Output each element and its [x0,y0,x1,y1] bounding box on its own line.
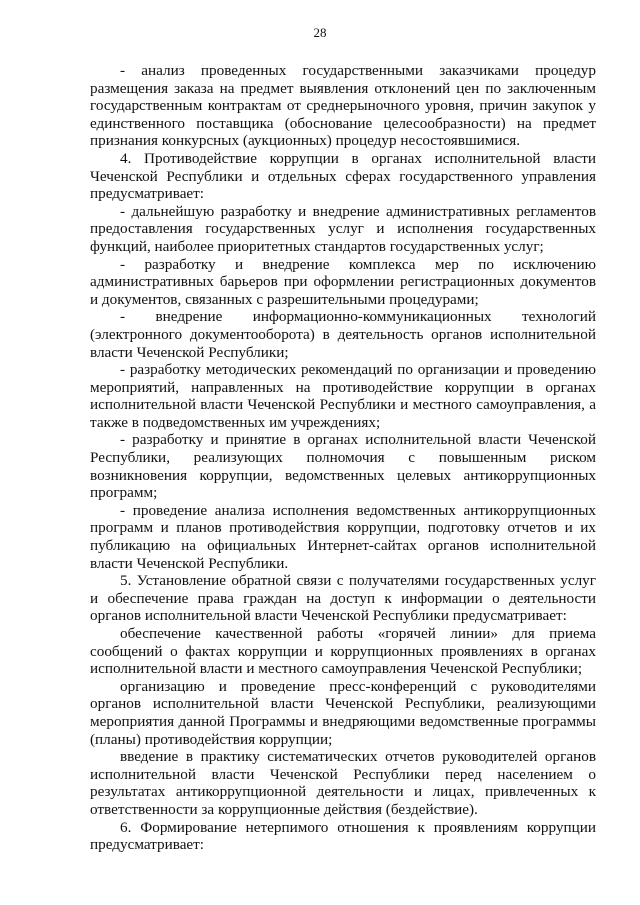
paragraph-reports: введение в практику систематических отчетов руководителей органов исполнительной власти Чеченской Республики перед населением о результатах антикоррупционной деятельности и лицах, привлеченных к ответственности за коррупционные действия (бездействие). [90,748,596,818]
document-body [90,62,596,854]
paragraph-section-5-heading: 5. Установление обратной связи с получателями государственных услуг и обеспечение права граждан на доступ к информации о деятельности органов исполнительной власти Чеченской Республики предусматривает: [90,572,596,625]
paragraph-hotline: обеспечение качественной работы «горячей линии» для приема сообщений о фактах коррупции и коррупционных проявлениях в органах исполнительной власти и местного самоуправления Чеченской Республики; [90,625,596,678]
paragraph-section-4-heading: 4. Противодействие коррупции в органах исполнительной власти Чеченской Республики и отдельных сферах государственного управления предусматривает: [90,149,596,203]
page-number: 28 [313,25,327,40]
paragraph-section-6-heading: 6. Формирование нетерпимого отношения к проявлениям коррупции предусматривает: [90,818,596,854]
paragraph-admin-barriers: - разработку и внедрение комплекса мер по исключению административных барьеров при оформлении регистрационных документов и документов, связанных с разрешительными процедурами; [90,255,596,308]
paragraph-press-conferences: организацию и проведение пресс-конференций с руководителями органов исполнительной власти Чеченской Республики, реализующими мероприятия данной Программы и внедряющими ведомственные программы (планы) противодействия коррупции; [90,677,596,748]
paragraph-program-analysis: - проведение анализа исполнения ведомственных антикоррупционных программ и планов противодействия коррупции, подготовку отчетов и их публикацию на официальных Интернет-сайтах органов исполнительной власти Чеченской Республики. [90,501,596,572]
paragraph-ict-implementation: - внедрение информационно-коммуникационных технологий (электронного документооборота) в деятельность органов исполнительной власти Чеченской Республики; [90,308,596,361]
paragraph-admin-regulations: - дальнейшую разработку и внедрение административных регламентов предоставления государственных услуг и исполнения государственных функций, наиболее приоритетных стандартов государственных услуг; [90,202,596,255]
paragraph-methodical-recommendations: - разработку методических рекомендаций по организации и проведению мероприятий, направленных на противодействие коррупции в органах исполнительной власти Чеченской Республики и местного самоуправления, а также в подведомственных им учреждениях; [90,361,596,431]
paragraph-tender-analysis: - анализ проведенных государственными заказчиками процедур размещения заказа на предмет выявления отклонений цен по заключенным государственным контрактам от среднерыночного уровня, причин закупок у единственного поставщика (обоснование целесообразности) на предмет признания конкурсных (аукционных) процедур несостоявшимися. [90,62,596,150]
paragraph-departmental-programs: - разработку и принятие в органах исполнительной власти Чеченской Республики, реализующих полномочия с повышенным риском возникновения коррупции, ведомственных целевых антикоррупционных программ; [90,431,596,502]
